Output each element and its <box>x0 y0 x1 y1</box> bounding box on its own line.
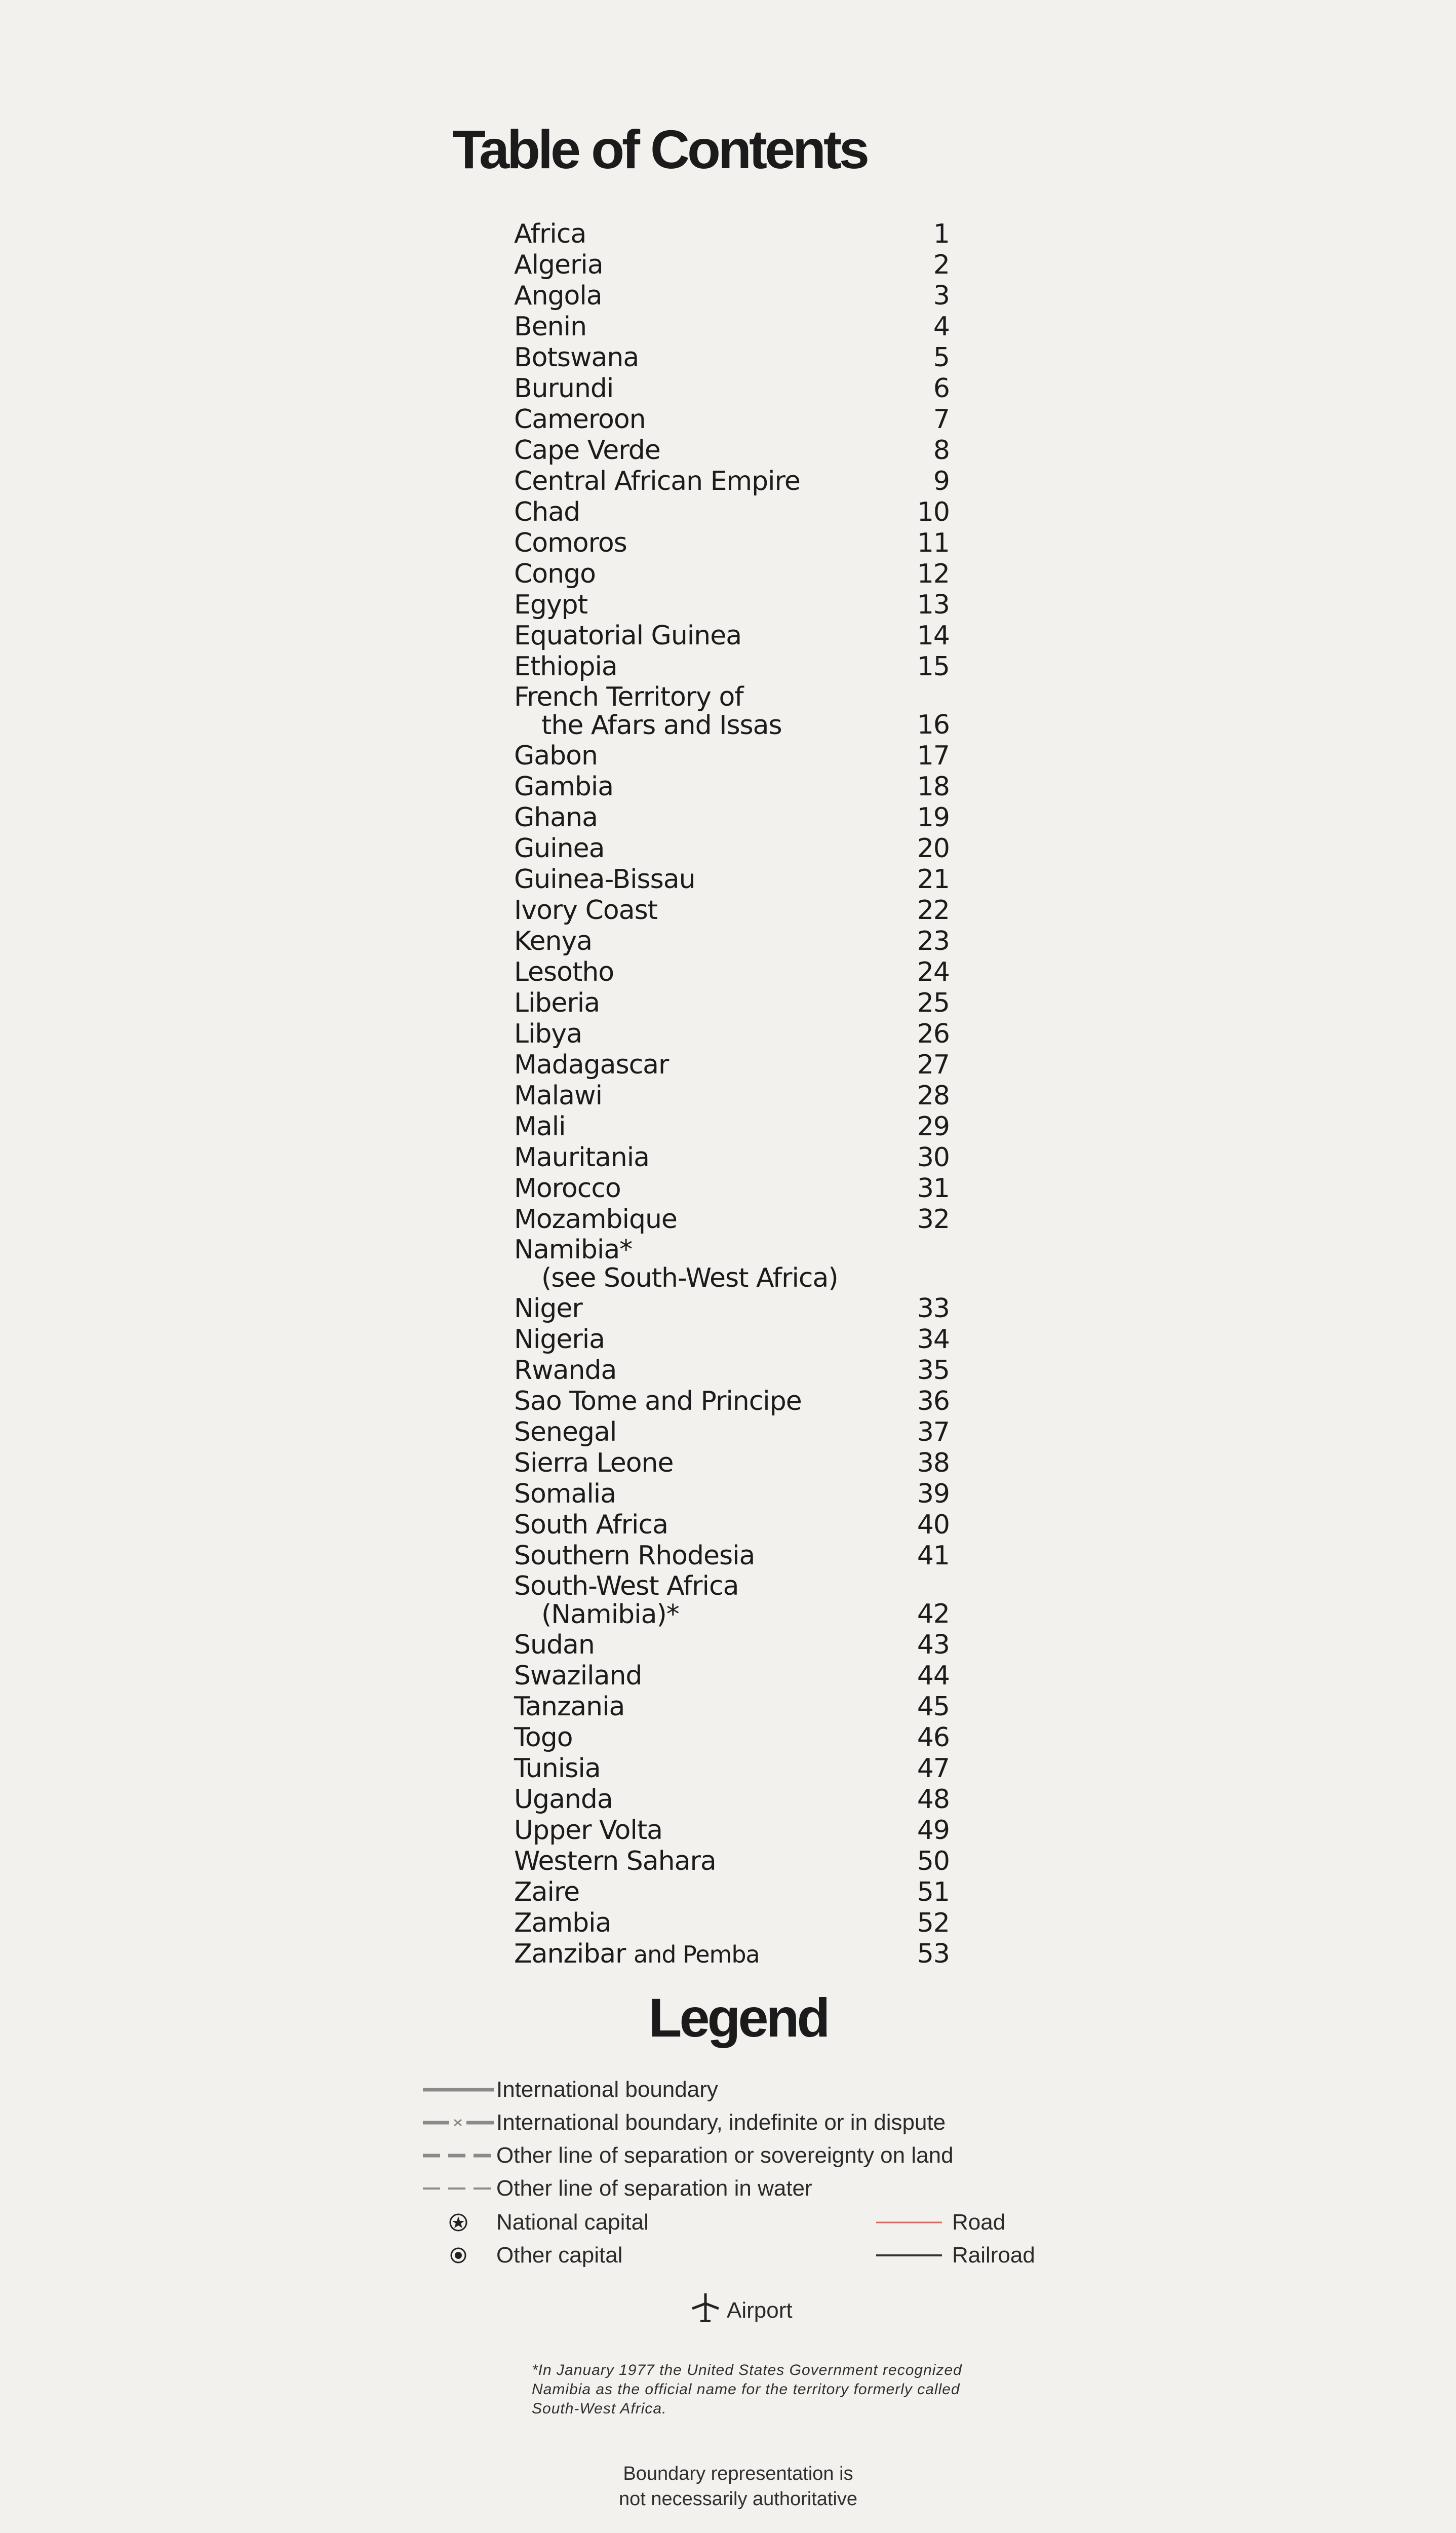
toc-entry-name <box>514 1661 642 1692</box>
toc-entry-name-text: Sierra Leone <box>514 1448 674 1478</box>
legend-item-railroad <box>876 2243 1035 2268</box>
toc-entry <box>514 1479 950 1510</box>
toc-entry-name-text: Algeria <box>514 250 603 280</box>
toc-entry <box>514 1173 950 1204</box>
toc-entry-name-text: Togo <box>514 1722 573 1753</box>
toc-entry-name-text: Libya <box>514 1019 582 1049</box>
toc-entry-page: 53 <box>917 1939 950 1969</box>
toc-entry-page: 47 <box>917 1753 950 1784</box>
toc-entry-name-text: Gabon <box>514 741 598 771</box>
toc-entry-page: 5 <box>933 342 950 373</box>
toc-entry <box>514 864 950 895</box>
toc-entry-name-text: Cameroon <box>514 404 646 435</box>
toc-entry <box>514 1355 950 1386</box>
toc-entry <box>514 1142 950 1173</box>
toc-entry-name-text: Kenya <box>514 926 593 956</box>
toc-entry-page: 50 <box>917 1846 950 1876</box>
toc-entry-page: 19 <box>917 802 950 833</box>
toc-entry-page: 41 <box>917 1541 950 1571</box>
toc-entry <box>514 373 950 404</box>
toc-entry-page: 42 <box>917 1599 950 1629</box>
legend-item-intl-boundary <box>420 2077 718 2102</box>
toc-entry-name <box>514 682 782 739</box>
toc-entry-name-text: Mozambique <box>514 1204 677 1235</box>
toc-entry-name <box>514 1448 674 1479</box>
toc-entry <box>514 1815 950 1846</box>
legend-item-airport <box>691 2292 793 2328</box>
toc-entry <box>514 1630 950 1661</box>
toc-entry-name <box>514 957 614 988</box>
toc-entry-name <box>514 1571 738 1628</box>
toc-entry-page: 24 <box>917 957 950 987</box>
toc-entry-name-text: Angola <box>514 281 602 311</box>
toc-entry <box>514 1204 950 1235</box>
toc-entry-name <box>514 651 617 682</box>
toc-entry-name <box>514 497 580 528</box>
toc-entry-name-text: Central African Empire <box>514 466 800 496</box>
toc-list <box>514 219 950 1970</box>
disclaimer-line: Boundary representation is <box>623 2463 853 2484</box>
toc-entry-name-text: South Africa <box>514 1510 668 1540</box>
toc-entry-name <box>514 1510 668 1541</box>
toc-entry-name <box>514 741 598 772</box>
toc-entry-page: 27 <box>917 1050 950 1080</box>
legend-label: Other line of separation or sovereignty on land <box>496 2143 954 2168</box>
toc-entry <box>514 651 950 682</box>
toc-entry-name-text: Guinea-Bissau <box>514 864 695 895</box>
toc-entry-page: 23 <box>917 926 950 956</box>
dash-x-line-icon <box>420 2110 496 2135</box>
toc-entry <box>514 1784 950 1815</box>
toc-entry <box>514 1417 950 1448</box>
toc-entry-page: 37 <box>917 1417 950 1447</box>
toc-entry-page: 7 <box>933 404 950 435</box>
toc-entry-name-text: Madagascar <box>514 1050 669 1080</box>
toc-entry-name <box>514 404 646 435</box>
toc-entry-page: 10 <box>917 497 950 527</box>
toc-entry-name <box>514 435 660 466</box>
toc-entry <box>514 219 950 250</box>
toc-entry-page: 45 <box>917 1692 950 1722</box>
toc-entry-name <box>514 833 605 864</box>
toc-entry-name <box>514 1541 755 1571</box>
toc-entry-page: 12 <box>917 559 950 589</box>
toc-entry <box>514 1541 950 1571</box>
toc-entry-page: 18 <box>917 772 950 802</box>
toc-entry-name-text: Sudan <box>514 1630 595 1660</box>
disclaimer-line: not necessarily authoritative <box>618 2488 858 2510</box>
toc-entry-name-text: Southern Rhodesia <box>514 1541 755 1571</box>
toc-entry-page: 3 <box>933 281 950 311</box>
toc-entry-name <box>514 1908 611 1939</box>
toc-entry-name-text: Liberia <box>514 988 600 1018</box>
toc-entry-page: 11 <box>917 528 950 558</box>
legend-label: Airport <box>727 2297 793 2323</box>
toc-entry-name <box>514 1386 802 1417</box>
toc-entry-name-text: Rwanda <box>514 1355 617 1386</box>
toc-entry-name-text: Zaire <box>514 1877 580 1907</box>
toc-entry-name-text: Cape Verde <box>514 435 660 466</box>
toc-entry-name <box>514 281 602 312</box>
legend-title: Legend <box>648 1987 828 2048</box>
toc-entry-page: 1 <box>933 219 950 249</box>
toc-entry-page: 14 <box>917 621 950 651</box>
toc-entry-name-text: Africa <box>514 219 586 249</box>
toc-entry-name <box>514 802 598 833</box>
legend-label: Road <box>952 2210 1006 2235</box>
toc-entry <box>514 1908 950 1939</box>
toc-entry <box>514 281 950 312</box>
toc-entry-name <box>514 559 596 590</box>
toc-entry-page: 46 <box>917 1722 950 1753</box>
toc-entry-name-text: Comoros <box>514 528 627 558</box>
toc-entry-name-line2: (Namibia)* <box>541 1599 679 1630</box>
toc-entry-name <box>514 988 600 1019</box>
toc-entry <box>514 926 950 957</box>
toc-entry-name-text: Lesotho <box>514 957 614 987</box>
toc-entry-name-text: Zanzibar <box>514 1939 626 1969</box>
toc-entry-name <box>514 1417 616 1448</box>
legend-item-other-capital <box>420 2243 622 2268</box>
toc-entry-name <box>514 1142 649 1173</box>
toc-entry-page: 17 <box>917 741 950 771</box>
toc-entry-page: 43 <box>917 1630 950 1660</box>
toc-entry-page: 25 <box>917 988 950 1018</box>
legend-item-national-capital <box>420 2210 649 2235</box>
toc-entry-page: 29 <box>917 1111 950 1142</box>
toc-entry-name-text: Congo <box>514 559 596 589</box>
legend-label: International boundary, indefinite or in dispute <box>496 2110 946 2135</box>
toc-entry <box>514 497 950 528</box>
namibia-footnote: *In January 1977 the United States Government recognized Namibia as the official name for the territory formerly called South-West Africa. <box>532 2362 962 2417</box>
toc-entry <box>514 1571 950 1630</box>
toc-entry-name-text: Zambia <box>514 1908 611 1938</box>
legend-label: Other line of separation in water <box>496 2176 812 2201</box>
toc-title: Table of Contents <box>452 119 867 180</box>
toc-entry-name <box>514 590 587 621</box>
toc-entry <box>514 1510 950 1541</box>
toc-entry-name <box>514 1293 582 1324</box>
toc-entry-name-text: Morocco <box>514 1173 621 1204</box>
toc-entry <box>514 1661 950 1692</box>
toc-entry <box>514 1050 950 1081</box>
toc-entry-page: 35 <box>917 1355 950 1386</box>
toc-entry-name <box>514 1784 613 1815</box>
toc-entry-page: 28 <box>917 1081 950 1111</box>
legend-label: Railroad <box>952 2243 1035 2268</box>
toc-entry-name <box>514 1050 668 1081</box>
toc-entry-name <box>514 926 592 957</box>
toc-entry-name-text: Equatorial Guinea <box>514 621 742 651</box>
toc-entry-name <box>514 1235 838 1292</box>
toc-entry-name-text: Mali <box>514 1111 566 1142</box>
legend-item-intl-boundary-disputed <box>420 2110 946 2135</box>
toc-entry-name <box>514 373 613 404</box>
toc-entry <box>514 466 950 497</box>
toc-entry-name <box>514 1204 677 1235</box>
toc-entry <box>514 1939 950 1970</box>
toc-entry-page: 13 <box>917 590 950 620</box>
toc-entry-name-text: Chad <box>514 497 580 527</box>
toc-entry <box>514 1081 950 1111</box>
toc-entry <box>514 342 950 373</box>
toc-entry-name-text: Guinea <box>514 833 605 864</box>
toc-entry-name <box>514 621 741 651</box>
toc-entry-page: 4 <box>933 312 950 342</box>
toc-entry <box>514 1722 950 1753</box>
toc-entry-name-text: Western Sahara <box>514 1846 716 1876</box>
toc-entry <box>514 621 950 651</box>
toc-entry-name <box>514 772 613 802</box>
toc-entry-page: 8 <box>933 435 950 466</box>
toc-entry <box>514 988 950 1019</box>
toc-entry-name <box>514 1111 566 1142</box>
toc-entry <box>514 1019 950 1050</box>
toc-entry-name <box>514 1019 582 1050</box>
toc-entry <box>514 772 950 802</box>
toc-entry-page: 31 <box>917 1173 950 1204</box>
legend-label: National capital <box>496 2210 649 2235</box>
legend-item-road <box>876 2210 1005 2235</box>
airplane-icon <box>691 2292 727 2328</box>
toc-entry <box>514 435 950 466</box>
toc-entry <box>514 528 950 559</box>
toc-entry-name <box>514 1815 662 1846</box>
toc-entry <box>514 590 950 621</box>
toc-entry-name <box>514 864 695 895</box>
toc-entry-name-text: Upper Volta <box>514 1815 663 1846</box>
star-in-circle-icon <box>420 2210 496 2235</box>
toc-entry-name-text: Swaziland <box>514 1661 642 1691</box>
toc-entry-name-text: Uganda <box>514 1784 613 1815</box>
toc-entry-name-text: Niger <box>514 1293 582 1324</box>
toc-entry <box>514 559 950 590</box>
toc-entry-name-suffix: and Pemba <box>633 1941 760 1968</box>
toc-entry-name <box>514 1877 579 1908</box>
toc-entry-page: 34 <box>917 1324 950 1355</box>
toc-entry-name <box>514 1479 616 1510</box>
toc-entry-name-text: Botswana <box>514 342 639 373</box>
toc-entry-name-line1: Namibia* <box>514 1235 633 1265</box>
toc-entry-name <box>514 1939 760 1970</box>
toc-entry-name-text: Sao Tome and Principe <box>514 1386 802 1416</box>
toc-entry-name <box>514 528 627 559</box>
toc-entry <box>514 250 950 281</box>
dashed-line-icon <box>420 2143 496 2168</box>
toc-entry <box>514 802 950 833</box>
toc-entry-name <box>514 1081 602 1111</box>
toc-entry-name-text: Gambia <box>514 772 614 802</box>
toc-entry-page: 9 <box>933 466 950 496</box>
legend-item-other-line-water <box>420 2176 812 2201</box>
toc-entry-name-text: Malawi <box>514 1081 603 1111</box>
toc-entry-name-text: Mauritania <box>514 1142 650 1173</box>
toc-entry-name <box>514 342 639 373</box>
toc-entry-page: 2 <box>933 250 950 280</box>
toc-entry-name-line1: South-West Africa <box>514 1571 739 1601</box>
railroad-line-icon <box>876 2243 952 2268</box>
toc-entry-name-text: Benin <box>514 312 587 342</box>
toc-entry <box>514 1111 950 1142</box>
toc-entry-name <box>514 1355 616 1386</box>
legend-label: Other capital <box>496 2243 623 2268</box>
toc-entry <box>514 741 950 772</box>
toc-entry <box>514 1324 950 1355</box>
toc-entry-page: 38 <box>917 1448 950 1478</box>
legend-label: International boundary <box>496 2077 718 2102</box>
toc-entry-name <box>514 1753 601 1784</box>
toc-entry-name <box>514 1324 605 1355</box>
toc-entry <box>514 895 950 926</box>
toc-entry <box>514 1877 950 1908</box>
toc-entry <box>514 682 950 741</box>
toc-entry-name-text: Tunisia <box>514 1753 601 1784</box>
toc-entry-name <box>514 312 586 342</box>
toc-entry-page: 40 <box>917 1510 950 1540</box>
toc-entry-page: 49 <box>917 1815 950 1846</box>
toc-entry-name <box>514 1722 573 1753</box>
toc-entry <box>514 312 950 342</box>
toc-entry <box>514 1235 950 1293</box>
toc-entry-page: 32 <box>917 1204 950 1235</box>
toc-entry-name-text: Ivory Coast <box>514 895 658 926</box>
toc-entry-name-line1: French Territory of <box>514 682 743 712</box>
toc-entry <box>514 1386 950 1417</box>
toc-entry-name-text: Senegal <box>514 1417 617 1447</box>
toc-entry-page: 20 <box>917 833 950 864</box>
toc-entry <box>514 1293 950 1324</box>
solid-line-icon <box>420 2077 496 2102</box>
toc-entry-name <box>514 1630 595 1661</box>
toc-entry-name-text: Ghana <box>514 802 598 833</box>
toc-entry <box>514 957 950 988</box>
toc-entry-name <box>514 219 586 250</box>
dot-in-circle-icon <box>420 2243 496 2268</box>
toc-entry-name <box>514 466 800 497</box>
toc-entry-page: 22 <box>917 895 950 926</box>
toc-entry-name <box>514 1173 621 1204</box>
toc-entry-name <box>514 1692 624 1722</box>
toc-entry-name-text: Ethiopia <box>514 651 617 682</box>
toc-entry <box>514 404 950 435</box>
toc-entry-page: 44 <box>917 1661 950 1691</box>
toc-entry-page: 52 <box>917 1908 950 1938</box>
toc-entry <box>514 1846 950 1877</box>
toc-entry-name-line2: the Afars and Issas <box>541 710 782 741</box>
road-line-icon <box>876 2210 952 2235</box>
toc-entry-name-line2: (see South-West Africa) <box>541 1263 838 1293</box>
toc-entry-name-text: Burundi <box>514 373 614 404</box>
toc-entry-name <box>514 1846 716 1877</box>
toc-entry-name-text: Tanzania <box>514 1692 625 1722</box>
legend-item-other-line-land <box>420 2143 954 2168</box>
toc-entry-page: 6 <box>933 373 950 404</box>
toc-entry-page: 48 <box>917 1784 950 1815</box>
toc-entry-name-text: Egypt <box>514 590 588 620</box>
toc-entry-page: 30 <box>917 1142 950 1173</box>
toc-entry-page: 21 <box>917 864 950 895</box>
toc-entry-page: 16 <box>917 710 950 740</box>
toc-entry <box>514 1753 950 1784</box>
toc-entry-name <box>514 250 603 281</box>
thin-dashed-line-icon <box>420 2176 496 2201</box>
toc-entry-page: 15 <box>917 651 950 682</box>
toc-entry-page: 26 <box>917 1019 950 1049</box>
toc-entry-name-text: Somalia <box>514 1479 616 1509</box>
toc-entry-name <box>514 895 657 926</box>
toc-entry <box>514 1448 950 1479</box>
toc-entry <box>514 833 950 864</box>
toc-entry-name-text: Nigeria <box>514 1324 605 1355</box>
boundary-disclaimer <box>0 2461 1456 2512</box>
toc-entry-page: 33 <box>917 1293 950 1324</box>
toc-entry-page: 39 <box>917 1479 950 1509</box>
toc-entry-page: 51 <box>917 1877 950 1907</box>
toc-entry <box>514 1692 950 1722</box>
toc-entry-page: 36 <box>917 1386 950 1416</box>
